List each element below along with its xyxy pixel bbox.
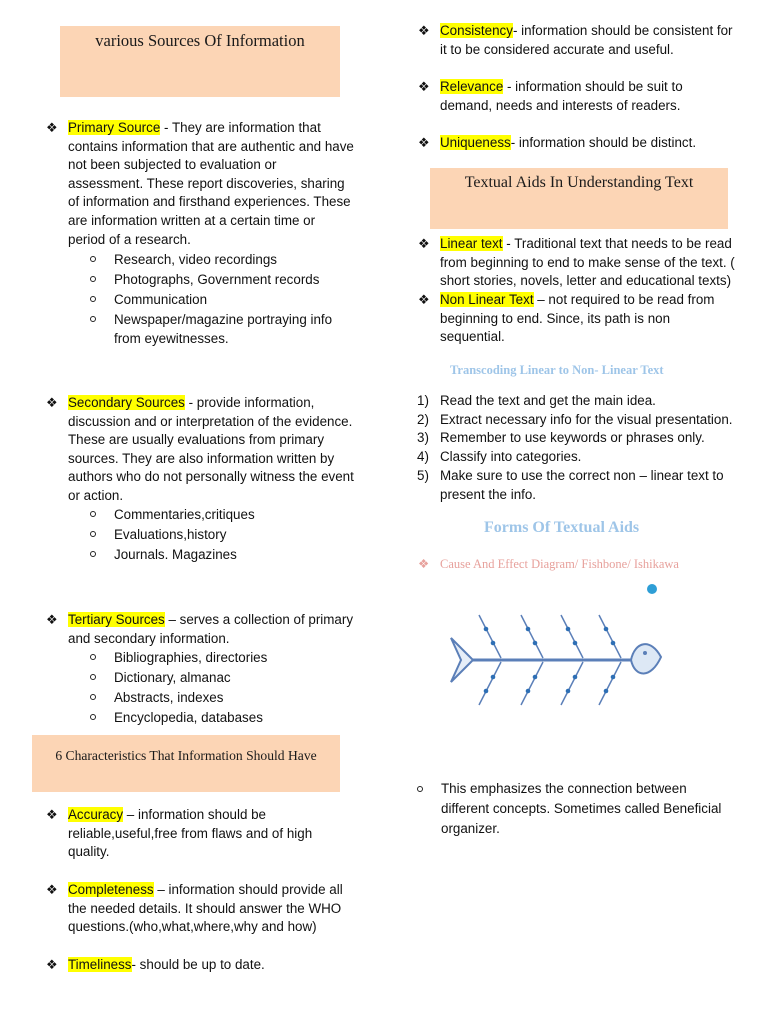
step-3: 3) Remember to use keywords or phrases only. xyxy=(417,430,705,445)
relevance-item: ❖ Relevance - information should be suit to demand, needs and interests of readers. xyxy=(418,79,683,113)
circle-bullet-icon xyxy=(90,296,96,302)
circle-bullet-icon xyxy=(90,531,96,537)
diamond-bullet-icon: ❖ xyxy=(46,395,58,410)
textual-aids-title: Textual Aids In Understanding Text xyxy=(464,174,694,191)
non-linear-text-item: ❖ Non Linear Text – not required to be read from beginning to end. Since, its path is non sequential. xyxy=(418,292,715,345)
timeliness-item: ❖ Timeliness- should be up to date. xyxy=(68,956,378,975)
circle-bullet-icon xyxy=(90,714,96,720)
characteristics-title-box xyxy=(32,735,340,792)
diamond-bullet-icon: ❖ xyxy=(418,23,430,38)
list-item: Bibliographies, directories xyxy=(114,649,267,668)
uniqueness-term: Uniqueness xyxy=(440,135,511,150)
primary-source-item: ❖ Primary Source - They are information that contains information that are authentic and have not been subjected to evaluation or assessment. These report discoveries, sharing of information and firsthand experiences. These are information written at a certain time or period of a research. xyxy=(46,120,354,247)
linear-text-item: ❖ Linear text - Traditional text that needs to be read from beginning to end to make sense of the text. ( short stories, novels, letter and educational texts) xyxy=(418,236,735,289)
list-item: Dictionary, almanac xyxy=(114,669,231,688)
fishbone-diagram-icon xyxy=(439,583,663,733)
step-1: 1) Read the text and get the main idea. xyxy=(417,393,656,408)
circle-bullet-icon xyxy=(90,694,96,700)
diamond-bullet-icon: ❖ xyxy=(418,236,430,251)
characteristics-title: 6 Characteristics That Information Should Have xyxy=(55,748,317,763)
step-2: 2) Extract necessary info for the visual presentation. xyxy=(417,412,733,427)
list-item: Photographs, Government records xyxy=(114,271,319,290)
sources-title: various Sources Of Information xyxy=(95,31,305,50)
consistency-item: ❖ Consistency- information should be consistent for it to be considered accurate and useful. xyxy=(418,23,733,57)
relevance-term: Relevance xyxy=(440,79,504,94)
diamond-bullet-icon: ❖ xyxy=(46,120,58,135)
forms-heading: Forms Of Textual Aids xyxy=(484,519,640,536)
completeness-term: Completeness xyxy=(68,882,154,897)
linear-text-term: Linear text xyxy=(440,236,503,251)
secondary-sources-term: Secondary Sources xyxy=(68,395,185,410)
diamond-bullet-icon: ❖ xyxy=(46,957,58,972)
circle-bullet-icon xyxy=(90,674,96,680)
non-linear-text-term: Non Linear Text xyxy=(440,292,534,307)
list-item: Communication xyxy=(114,291,207,310)
circle-bullet-icon xyxy=(90,654,96,660)
step-4: 4) Classify into categories. xyxy=(417,449,582,464)
secondary-sources-item: ❖ Secondary Sources - provide information, discussion and or interpretation of the evidence. These are usually evaluations from primary sources. They are also information written by authors who do not personally witness the event or action. xyxy=(46,395,354,503)
tertiary-sources-item: ❖ Tertiary Sources – serves a collection of primary and secondary information. xyxy=(46,612,354,646)
accuracy-term: Accuracy xyxy=(68,807,124,822)
primary-source-term: Primary Source xyxy=(68,120,161,135)
diamond-bullet-icon: ❖ xyxy=(46,882,58,897)
diamond-bullet-icon: ❖ xyxy=(46,612,58,627)
list-item: Evaluations,history xyxy=(114,526,226,545)
list-item: Commentaries,critiques xyxy=(114,506,255,525)
circle-bullet-icon xyxy=(90,511,96,517)
list-item: Research, video recordings xyxy=(114,251,277,270)
timeliness-term: Timeliness xyxy=(68,957,132,972)
fishbone-label-item: ❖ Cause And Effect Diagram/ Fishbone/ Ishikawa xyxy=(440,555,679,574)
textual-aids-title-box xyxy=(430,168,728,229)
circle-bullet-icon xyxy=(90,276,96,282)
diamond-bullet-icon: ❖ xyxy=(418,557,430,571)
step-5: 5) Make sure to use the correct non – linear text to present the info. xyxy=(417,468,724,502)
diamond-bullet-icon: ❖ xyxy=(418,135,430,150)
uniqueness-item: ❖ Uniqueness- information should be distinct. xyxy=(440,134,760,153)
circle-bullet-icon xyxy=(90,256,96,262)
accuracy-item: ❖ Accuracy – information should be reliable,useful,free from flaws and of high quality. xyxy=(46,807,313,860)
list-item: Newspaper/magazine portraying info xyxy=(114,311,332,330)
diamond-bullet-icon: ❖ xyxy=(418,79,430,94)
list-item: Journals. Magazines xyxy=(114,546,237,565)
list-item-continuation: from eyewitnesses. xyxy=(114,331,229,346)
circle-bullet-icon xyxy=(90,551,96,557)
diamond-bullet-icon: ❖ xyxy=(418,292,430,307)
list-item: Abstracts, indexes xyxy=(114,689,223,708)
tertiary-sources-term: Tertiary Sources xyxy=(68,612,165,627)
transcoding-heading: Transcoding Linear to Non- Linear Text xyxy=(450,363,664,377)
diamond-bullet-icon: ❖ xyxy=(46,807,58,822)
circle-bullet-icon xyxy=(90,316,96,322)
completeness-item: ❖ Completeness – information should provide all the needed details. It should answer the WHO questions.(who,what,where,why and how) xyxy=(46,882,343,935)
sources-title-box xyxy=(60,26,340,97)
emphasis-item: This emphasizes the connection between different concepts. Sometimes called Beneficial organizer. xyxy=(441,779,721,839)
consistency-term: Consistency xyxy=(440,23,513,38)
circle-bullet-icon xyxy=(417,786,423,792)
list-item: Encyclopedia, databases xyxy=(114,709,263,728)
